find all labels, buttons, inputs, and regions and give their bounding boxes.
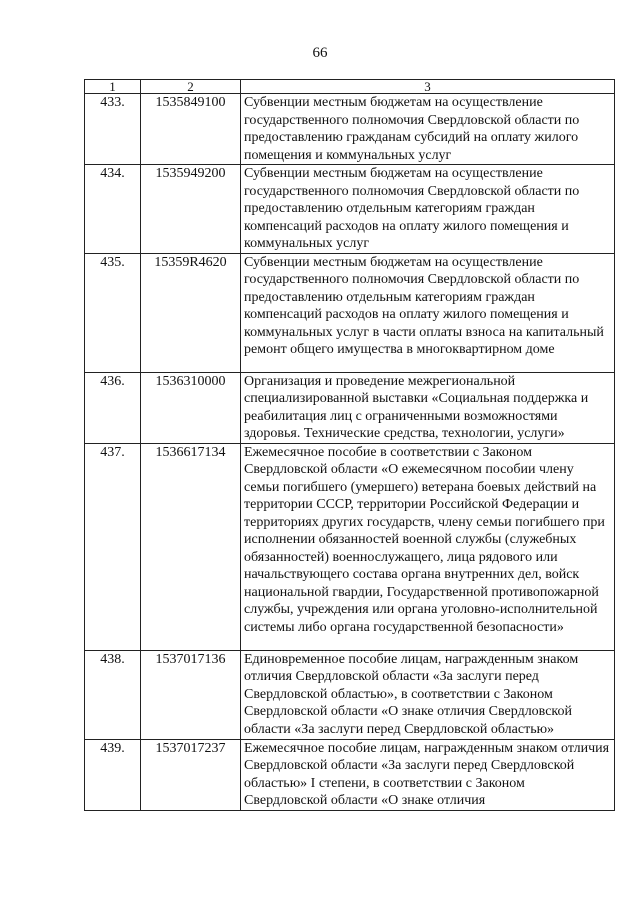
table-row (85, 443, 615, 650)
budget-code: 1537017136 (141, 650, 241, 739)
row-number: 433. (85, 94, 141, 165)
row-description: Субвенции местным бюджетам на осуществление государственного полномочия Свердловской области по предоставлению отдельным категориям граждан компенсаций расходов на оплату жилого помещения и коммунальных услуг (241, 165, 615, 254)
budget-code: 1536310000 (141, 372, 241, 443)
table-row (85, 372, 615, 443)
table-row (85, 253, 615, 372)
column-header-2: 2 (141, 80, 241, 94)
table-row (85, 650, 615, 739)
table-row (85, 165, 615, 254)
row-description: Ежемесячное пособие в соответствии с Законом Свердловской области «О ежемесячном пособии члену семьи погибшего (умершего) ветерана боевых действий на территории СССР, территории Российской Федерации и территориях других государств, члену семьи погибшего при исполнении обязанностей военной службы (служебных обязанностей) военнослужащего, лица рядового или начальствующего состава органа внутренних дел, войск национальной гвардии, Государственной противопожарной службы, учреждения или органа уголовно-исполнительной системы либо органа государственной безопасности» (241, 443, 615, 650)
row-number: 439. (85, 739, 141, 810)
column-header-3: 3 (241, 80, 615, 94)
table-row (85, 739, 615, 810)
budget-code: 15359R4620 (141, 253, 241, 372)
budget-code: 1536617134 (141, 443, 241, 650)
row-number: 434. (85, 165, 141, 254)
budget-code: 1535949200 (141, 165, 241, 254)
table-header-row (85, 80, 615, 94)
row-number: 437. (85, 443, 141, 650)
page-number: 66 (312, 45, 328, 61)
row-description: Ежемесячное пособие лицам, награжденным знаком отличия Свердловской области «За заслуги перед Свердловской областью» I степени, в соответствии с Законом Свердловской области «О знаке отличия (241, 739, 615, 810)
column-header-1: 1 (85, 80, 141, 94)
row-description: Единовременное пособие лицам, награжденным знаком отличия Свердловской области «За заслуги перед Свердловской областью», в соответствии с Законом Свердловской области «О знаке отличия Свердловской области «За заслуги перед Свердловской областью» (241, 650, 615, 739)
row-description: Субвенции местным бюджетам на осуществление государственного полномочия Свердловской области по предоставлению отдельным категориям граждан компенсаций расходов на оплату жилого помещения и коммунальных услуг в части оплаты взноса на капитальный ремонт общего имущества в многоквартирном доме (241, 253, 615, 372)
budget-code: 1535849100 (141, 94, 241, 165)
row-description: Организация и проведение межрегиональной специализированной выставки «Социальная поддержка и реабилитация лиц с ограниченными возможностями здоровья. Технические средства, технологии, услуги» (241, 372, 615, 443)
row-number: 435. (85, 253, 141, 372)
budget-code: 1537017237 (141, 739, 241, 810)
row-description: Субвенции местным бюджетам на осуществление государственного полномочия Свердловской области по предоставлению гражданам субсидий на оплату жилого помещения и коммунальных услуг (241, 94, 615, 165)
table-row (85, 94, 615, 165)
row-number: 438. (85, 650, 141, 739)
budget-table (84, 79, 615, 811)
row-number: 436. (85, 372, 141, 443)
